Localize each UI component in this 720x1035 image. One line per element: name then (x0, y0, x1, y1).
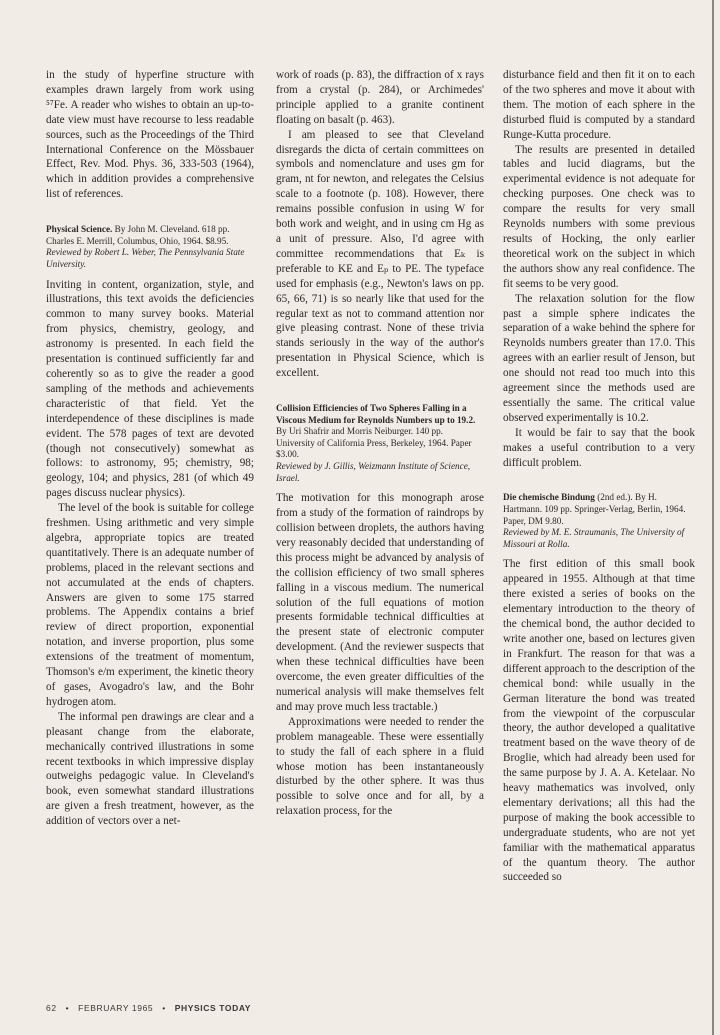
paragraph: The level of the book is suitable for college freshmen. Using arithmetic and very simple algebra, appropriate topics are treated quantitatively. There is an adequate number of problems, placed in the relevant sections and not accumulated at the ends of chapters. Answers are given to some 175 starred problems. The Appendix contains a brief review of direct proportion, exponential notation, and inverse proportion, plus some extensions of the treatment of momentum, Thomson's e/m experiment, the kinetic theory of gases, Avogadro's law, and the Bohr hydrogen atom. (46, 502, 254, 708)
paragraph: The motivation for this monograph arose from a study of the formation of raindrops by collision between droplets, the authors having very reasonably decided that understanding of this process might be advanced by analysis of the collision efficiency of two small spheres falling in a viscous medium. The numerical solution of the full equations of motion presents formidable technical difficulties at the present state of electronic computer development. (And the reviewer suspects that when these technical difficulties have been overcome, the even greater difficulties of the numerical analysis will make themselves felt and may prove much less tractable.) (276, 492, 484, 713)
book-details: (2nd ed.). By H. Hartmann. 109 pp. Springer-Verlag, Berlin, 1964. Paper, DM 9.80. (503, 492, 686, 526)
review-header-chemische-bindung (503, 492, 695, 550)
issue-date: FEBRUARY 1965 (78, 1003, 154, 1013)
column-3 (503, 68, 695, 885)
review-header-physical-science (46, 224, 254, 270)
paragraph: work of roads (p. 83), the diffraction of x rays from a crystal (p. 284), or Archimedes' principle applied to a granite continent floating on basalt (p. 463). (276, 69, 484, 126)
paragraph: disturbance field and then fit it on to each of the two spheres and move it about with them. The motion of each sphere in the disturbed fluid is computed by a standard Runge-Kutta procedure. (503, 69, 695, 141)
book-details: By Uri Shafrir and Morris Neiburger. 140 pp. University of California Press, Berkeley, 1964. Paper $3.00. (276, 426, 472, 460)
page-number: 62 (46, 1003, 57, 1013)
column-2 (276, 68, 484, 819)
paragraph: I am pleased to see that Cleveland disregards the dicta of certain committees on symbols and nomenclature and uses gm for gram, nt for newton, and relegates the Celsius scale to a footnote (p. 108). However, there remains possible confusion in using W for both work and weight, and in using cm Hg as a unit of pressure. Also, I'd agree with committee recommendations that Eₖ is preferable to KE and Eₚ to PE. The typeface used for emphasis (e.g., Newton's laws on pp. 65, 66, 71) is so nearly like that used for the regular text as not to command attention nor give pleasing contrast. None of these trivia stands seriously in the way of the author's presentation in Physical Science, which is excellent. (276, 128, 484, 380)
page-footer (46, 1003, 257, 1013)
separator: • (65, 1003, 70, 1013)
review-header-collision-efficiencies (276, 403, 484, 484)
reviewer: Reviewed by M. E. Straumanis, The University of Missouri at Rolla. (503, 527, 685, 549)
paragraph: It would be fair to say that the book makes a useful contribution to a very difficult problem. (503, 426, 695, 469)
book-title: Collision Efficiencies of Two Spheres Falling in a Viscous Medium for Reynolds Numbers up to 19.2. (276, 403, 476, 425)
paragraph: in the study of hyperfine structure with examples drawn largely from work using ⁵⁷Fe. A reader who wishes to obtain an up-to-date view must have recourse to less readable sources, such as the Proceedings of the Third International Conference on the Mössbauer Effect, Rev. Mod. Phys. 36, 333-503 (1964), which in addition provides a comprehensive list of references. (46, 69, 254, 201)
reviewer: Reviewed by J. Gillis, Weizmann Institute of Science, Israel. (276, 461, 471, 483)
separator: • (162, 1003, 166, 1013)
reviewer: Reviewed by Robert L. Weber, The Pennsylvania State University. (46, 247, 245, 269)
book-title: Die chemische Bindung (503, 492, 595, 503)
paragraph: Inviting in content, organization, style, and illustrations, this text avoids the deficiencies common to many survey books. Material from physics, chemistry, geology, and astronomy is presented. In each field the presentation is continued sufficiently far and coherently so as to give the reader a good sampling of the methods and achievements characteristic of that field. Yet the interdependence of these disciplines is made evident. The 578 pages of text are devoted (though not consecutively) somewhat as follows: to astronomy, 95; chemistry, 98; geology, 104; and physics, 281 (of which 49 pages discuss nuclear physics). (46, 278, 254, 500)
paragraph: The first edition of this small book appeared in 1955. Although at that time there existed a series of books on the elementary introduction to the theory of the chemical bond, the author decided to write another one, based on lectures given in Frankfurt. The reason for that was a different approach to the description of the chemical bond: while usually in the German literature the bond was treated from the viewpoint of the corpuscular theory, the author developed a qualitative treatment based on the wave theory of de Broglie, which had already been used for the same purpose by J. A. A. Ketelaar. No heavy mathematics was involved, only elementary derivations; all this had the purpose of making the book accessible to undergraduate students, who are not yet familiar with the mathematical apparatus of the quantum theory. The author succeeded so (503, 558, 695, 884)
paragraph: The informal pen drawings are clear and a pleasant change from the elaborate, mechanically contrived illustrations in some recent textbooks in which impressive display outweighs pedagogic value. In Cleveland's book, even somewhat standard illustrations are given a fresh treatment, however, as the addition of vectors over a net- (46, 710, 254, 828)
paragraph: The relaxation solution for the flow past a simple sphere indicates the separation of a wake behind the sphere for Reynolds numbers greater than 17.0. This agrees with an earlier result of Jenson, but one should not read too much into this agreement since the methods used are essentially the same. The critical value observed experimentally is 10.2. (503, 292, 695, 424)
paragraph: The results are presented in detailed tables and lucid diagrams, but the experimental evidence is not adequate for checking purposes. One check was to compare the results for very small Reynolds numbers with some previous results of Hocking, the only earlier theoretical work on the subject in which the authors show any real confidence. The fit seems to be very good. (503, 143, 695, 290)
paragraph: Approximations were needed to render the problem manageable. These were essentially to study the fall of each sphere in a fluid whose motion has been instantaneously disturbed by the other sphere. It was thus possible to solve once and for all, by a relaxation process, for the (276, 715, 484, 818)
journal-name: PHYSICS TODAY (174, 1003, 252, 1013)
column-1 (46, 68, 254, 829)
page-edge-rule (712, 0, 714, 1035)
book-details: By John M. Cleveland. 618 pp. Charles E. Merrill, Columbus, Ohio, 1964. $8.95. (46, 224, 230, 246)
book-title: Physical Science. (46, 224, 113, 235)
